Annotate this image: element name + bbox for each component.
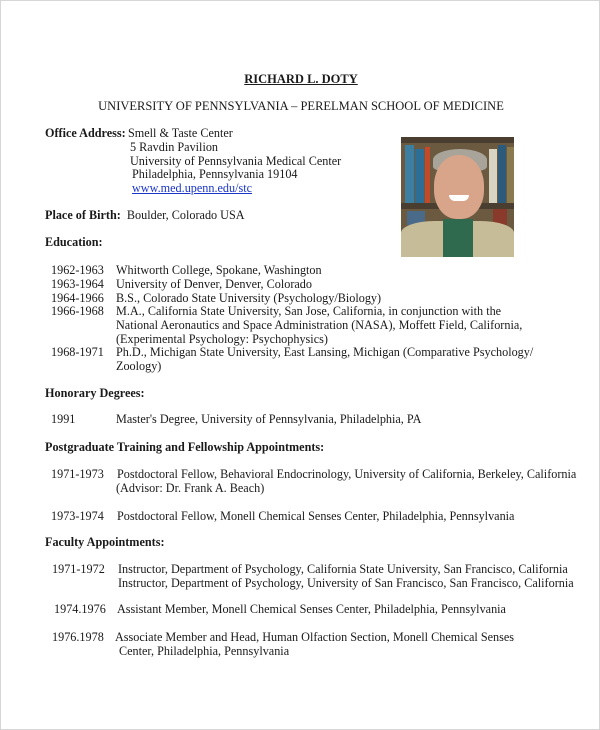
- entry-text: Ph.D., Michigan State University, East Lansing, Michigan (Comparative Psychology/: [116, 345, 534, 359]
- document-title: RICHARD L. DOTY: [244, 72, 358, 86]
- place-of-birth-label: Place of Birth:: [45, 208, 121, 222]
- entry-years: 1964-1966: [51, 291, 104, 305]
- entry-text: (Experimental Psychology: Psychophysics): [116, 332, 328, 346]
- place-of-birth: [45, 208, 245, 222]
- entry-years: 1976.1978: [52, 630, 104, 644]
- entry-text: Zoology): [116, 359, 162, 373]
- entry-years: 1962-1963: [51, 263, 104, 277]
- entry-years: 1971-1973: [51, 467, 104, 481]
- entry-text: National Aeronautics and Space Administration (NASA), Moffett Field, California,: [116, 318, 523, 332]
- entry-text: Center, Philadelphia, Pennsylvania: [119, 644, 290, 658]
- office-address-line: Smell & Taste Center: [128, 126, 233, 140]
- entry-years: 1973-1974: [51, 509, 104, 523]
- place-of-birth-value: Boulder, Colorado USA: [126, 208, 245, 222]
- entry-years: 1968-1971: [51, 345, 104, 359]
- office-address-line: 5 Ravdin Pavilion: [130, 140, 219, 154]
- entry-text: Postdoctoral Fellow, Behavioral Endocrinology, University of California, Berkeley, California: [117, 467, 577, 481]
- entry-text: Instructor, Department of Psychology, University of San Francisco, San Francisco, California: [118, 576, 574, 590]
- section-heading-education: Education:: [45, 235, 103, 249]
- website-link[interactable]: www.med.upenn.edu/stc: [132, 181, 253, 195]
- entry-years: 1963-1964: [51, 277, 104, 291]
- entry-text: M.A., California State University, San Jose, California, in conjunction with the: [116, 304, 502, 318]
- entry-years: 1966-1968: [51, 304, 104, 318]
- entry-text: Instructor, Department of Psychology, California State University, San Francisco, California: [118, 562, 568, 576]
- institution-subtitle: UNIVERSITY OF PENNSYLVANIA – PERELMAN SCHOOL OF MEDICINE: [98, 99, 504, 113]
- section-heading-honorary: Honorary Degrees:: [45, 386, 145, 400]
- office-address-line: University of Pennsylvania Medical Center: [130, 154, 342, 168]
- portrait-photo: [401, 137, 514, 257]
- entry-years: 1974.1976: [54, 602, 106, 616]
- entry-years: 1971-1972: [52, 562, 105, 576]
- entry-text: Master's Degree, University of Pennsylvania, Philadelphia, PA: [116, 412, 422, 426]
- entry-text: Whitworth College, Spokane, Washington: [116, 263, 322, 277]
- entry-text: (Advisor: Dr. Frank A. Beach): [116, 481, 265, 495]
- entry-text: Postdoctoral Fellow, Monell Chemical Senses Center, Philadelphia, Pennsylvania: [117, 509, 515, 523]
- entry-text: University of Denver, Denver, Colorado: [116, 277, 312, 291]
- entry-text: B.S., Colorado State University (Psychology/Biology): [116, 291, 382, 305]
- entry-text: Assistant Member, Monell Chemical Senses Center, Philadelphia, Pennsylvania: [117, 602, 506, 616]
- section-heading-postgraduate: Postgraduate Training and Fellowship Appointments:: [45, 440, 325, 454]
- office-address-label: Office Address:: [45, 126, 126, 140]
- section-heading-faculty: Faculty Appointments:: [45, 535, 165, 549]
- entry-text: Associate Member and Head, Human Olfaction Section, Monell Chemical Senses: [115, 630, 515, 644]
- entry-years: 1991: [51, 412, 76, 426]
- office-address-line: Philadelphia, Pennsylvania 19104: [132, 167, 298, 181]
